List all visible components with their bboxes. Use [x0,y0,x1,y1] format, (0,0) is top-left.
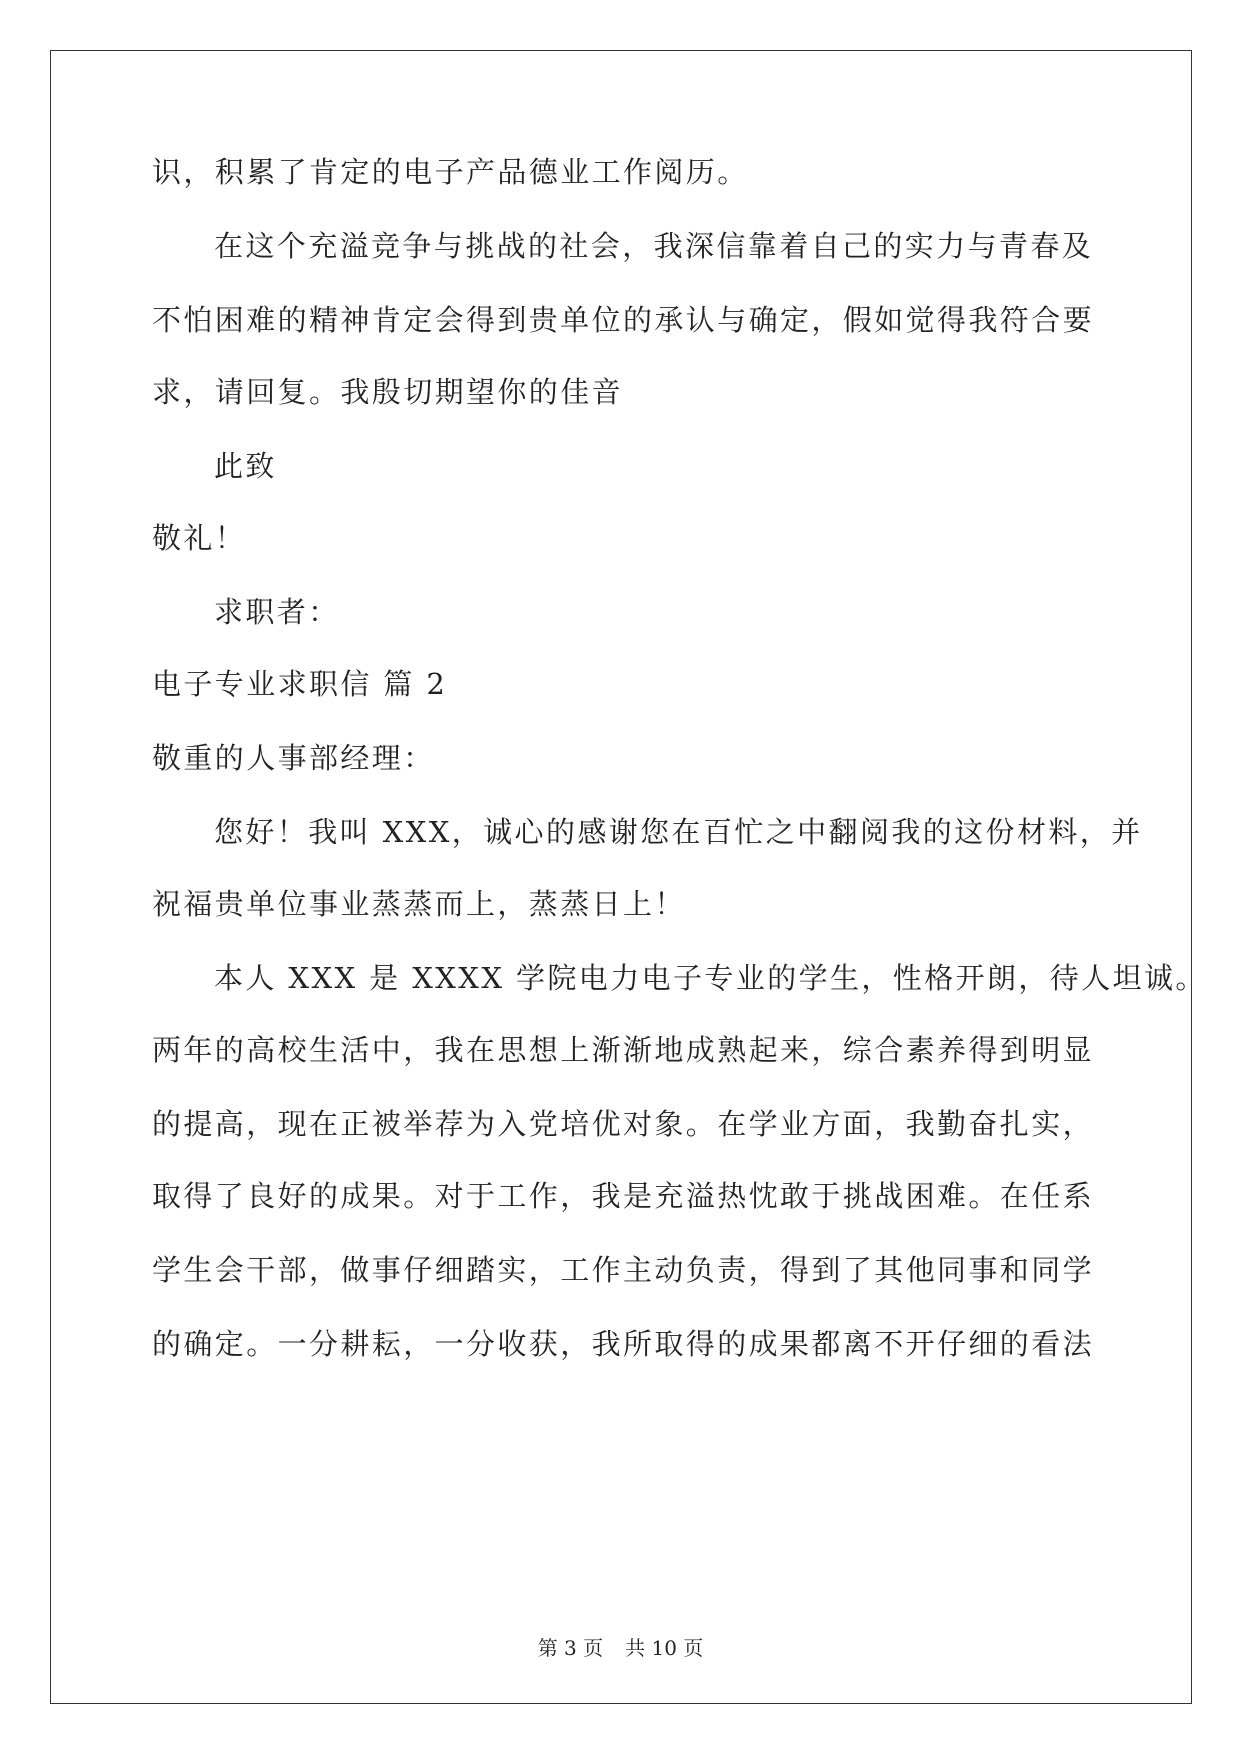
page-current: 第 3 页 [537,1636,604,1660]
page-border [50,50,1192,1704]
salutation-line: 此致 [214,449,277,483]
salutation-line: 敬礼！ [152,521,247,555]
text-line: 两年的高校生活中，我在思想上渐渐地成熟起来，综合素养得到明显 [152,1033,1095,1067]
text-line: 在这个充溢竞争与挑战的社会，我深信靠着自己的实力与青春及 [214,229,1094,263]
greeting-line: 敬重的人事部经理： [152,741,435,775]
text-line: 祝福贵单位事业蒸蒸而上，蒸蒸日上！ [152,887,686,921]
page-footer [0,1632,1241,1661]
section-heading: 电子专业求职信 篇 2 [152,667,448,701]
page-total: 共 10 页 [625,1636,704,1660]
text-line: 学生会干部，做事仔细踏实，工作主动负责，得到了其他同事和同学 [152,1253,1095,1287]
text-line: 您好！我叫 XXX，诚心的感谢您在百忙之中翻阅我的这份材料，并 [214,815,1143,849]
signature-line: 求职者： [214,595,340,629]
text-line: 本人 XXX 是 XXXX 学院电力电子专业的学生，性格开朗，待人坦诚。 [214,961,1207,995]
text-line: 的确定。一分耕耘，一分收获，我所取得的成果都离不开仔细的看法 [152,1327,1095,1361]
text-line: 取得了良好的成果。对于工作，我是充溢热忱敢于挑战困难。在任系 [152,1179,1095,1213]
text-line: 求，请回复。我殷切期望你的佳音 [152,375,624,409]
text-line: 识，积累了肯定的电子产品德业工作阅历。 [152,155,749,189]
text-line: 的提高，现在正被举荐为入党培优对象。在学业方面，我勤奋扎实， [152,1107,1095,1141]
text-line: 不怕困难的精神肯定会得到贵单位的承认与确定，假如觉得我符合要 [152,303,1095,337]
